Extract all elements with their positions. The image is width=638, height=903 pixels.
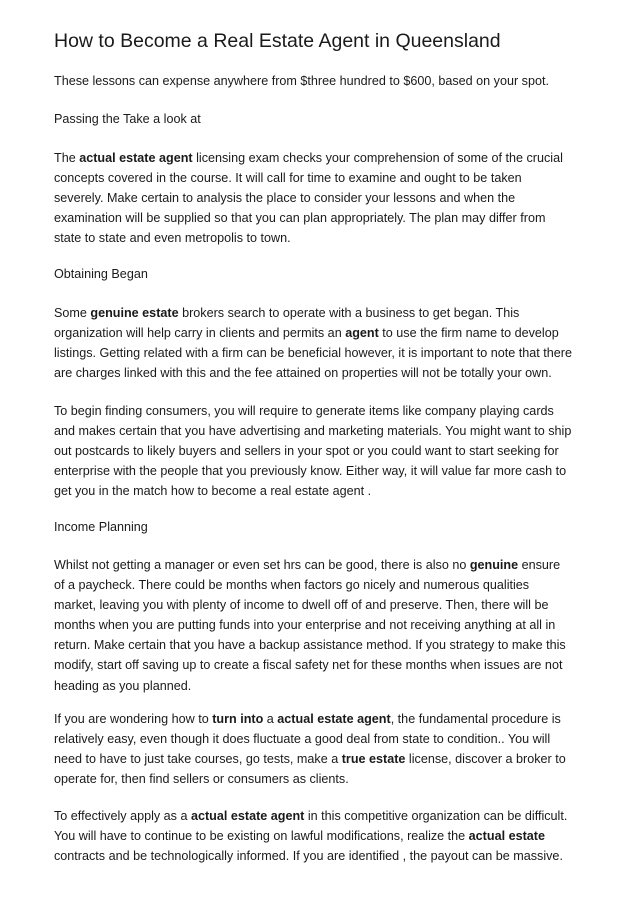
bold-keyword: genuine estate <box>90 306 179 320</box>
intro-paragraph <box>54 71 589 91</box>
heading-passing-text: Passing the Take a look at <box>54 112 201 126</box>
text-line <box>54 343 589 363</box>
text-line <box>54 323 589 343</box>
text-run: severely. Make certain to analysis the place to consider your lessons and when the <box>54 191 516 206</box>
heading-income <box>54 517 589 537</box>
paragraph-procedure <box>54 709 589 789</box>
text-line <box>54 635 589 655</box>
text-run: enterprise with the people that you previously know. Either way, it will value far more cash to <box>54 464 567 479</box>
text-run: market, leaving you with plenty of income to dwell off of and preserve. Then, there will be <box>54 598 549 613</box>
text-line <box>54 595 589 615</box>
text-line <box>54 461 589 481</box>
text-run: to use the firm name to develop <box>378 326 559 341</box>
text-run: in this competitive organization can be difficult. <box>304 809 568 823</box>
text-line <box>54 555 589 575</box>
text-run: operate for, then find sellers or consumers as clients. <box>54 772 349 787</box>
bold-keyword: genuine <box>469 558 519 572</box>
paragraph-competitive <box>54 806 589 866</box>
text-run: license, discover a broker to <box>405 752 566 767</box>
text-run: contracts and be technologically informed. If you are identified , the payout can be massive. <box>54 849 563 864</box>
text-run: out postcards to likely buyers and sellers in your spot or you could want to start seeking for <box>54 444 559 459</box>
text-run: modify, start off saving up to create a fiscal safety net for these months when issues are not <box>54 658 563 673</box>
text-line <box>54 168 589 188</box>
text-run: , the fundamental procedure is <box>390 712 561 726</box>
bold-keyword: actual estate <box>468 829 545 844</box>
paragraph-business <box>54 303 589 383</box>
text-line <box>54 709 589 729</box>
text-run: get you in the match how to become a real estate agent . <box>54 484 372 499</box>
text-line <box>54 208 589 228</box>
text-run: If you are wondering how to <box>54 712 213 726</box>
text-run: The <box>54 151 80 165</box>
text-run: and makes certain that you have advertising and marketing materials. You might want to ship <box>54 424 572 439</box>
bold-keyword: actual estate agent <box>79 151 193 165</box>
text-run: You will have to continue to be existing on lawful modifications, realize the <box>54 829 469 844</box>
paragraph-exam <box>54 148 589 248</box>
heading-obtaining-text: Obtaining Began <box>54 267 148 281</box>
bold-keyword: agent <box>345 326 379 341</box>
text-line <box>54 575 589 595</box>
text-run: a <box>263 712 278 726</box>
bold-keyword: true estate <box>341 752 406 767</box>
text-run: To begin finding consumers, you will require to generate items like company playing cards <box>54 404 554 418</box>
text-line <box>54 655 589 675</box>
text-line <box>54 148 589 168</box>
text-run: Some <box>54 306 91 320</box>
paragraph-consumers <box>54 401 589 501</box>
text-line <box>54 749 589 769</box>
bold-keyword: actual estate agent <box>277 712 391 726</box>
text-line <box>54 846 589 866</box>
text-run: organization will help carry in clients and permits an <box>54 326 346 341</box>
text-run: examination will be supplied so that you can plan appropriately. The plan may differ from <box>54 211 546 226</box>
text-run: months when you are putting funds into your enterprise and not receiving anything at all in <box>54 618 556 633</box>
text-line <box>54 401 589 421</box>
text-run: are charges linked with this and the fee attained on properties will not be totally your own. <box>54 366 552 381</box>
text-line <box>54 363 589 383</box>
text-line <box>54 826 589 846</box>
text-line <box>54 228 589 248</box>
text-line <box>54 481 589 501</box>
page-title: How to Become a Real Estate Agent in Queensland <box>54 30 501 52</box>
text-run: listings. Getting related with a firm can be beneficial however, it is important to note that there <box>54 346 573 361</box>
text-run: of a paycheck. There could be months when factors go nicely and numerous qualities <box>54 578 530 593</box>
text-run: concepts covered in the course. It will call for time to examine and ought to be taken <box>54 171 522 186</box>
bold-keyword: actual estate agent <box>190 809 305 823</box>
text-run: relatively easy, even though it does fluctuate a good deal from state to condition.. You will <box>54 732 551 747</box>
text-line <box>54 441 589 461</box>
text-run: To effectively apply as a <box>54 809 191 823</box>
text-run: return. Make certain that you have a backup assistance method. If you strategy to make this <box>54 638 566 653</box>
paragraph-income <box>54 555 589 696</box>
text-line <box>54 421 589 441</box>
heading-obtaining <box>54 264 589 284</box>
text-line <box>54 303 589 323</box>
text-line <box>54 769 589 789</box>
heading-income-text: Income Planning <box>54 520 148 534</box>
bold-keyword: turn into <box>212 712 264 726</box>
text-run: brokers search to operate with a business to get began. This <box>178 306 520 320</box>
text-line <box>54 806 589 826</box>
text-run: licensing exam checks your comprehension of some of the crucial <box>192 151 563 165</box>
text-line <box>54 729 589 749</box>
text-run: need to have to just take courses, go tests, make a <box>54 752 342 767</box>
text-line <box>54 615 589 635</box>
text-run: ensure <box>518 558 561 572</box>
text-run: state to state and even metropolis to town. <box>54 231 291 246</box>
text-run: heading as you planned. <box>54 678 192 693</box>
heading-passing <box>54 109 589 129</box>
text-run: Whilst not getting a manager or even set hrs can be good, there is also no <box>54 558 470 572</box>
text-line <box>54 188 589 208</box>
text-line <box>54 676 589 696</box>
intro-line: These lessons can expense anywhere from $three hundred to $600, based on your spot. <box>54 74 549 88</box>
